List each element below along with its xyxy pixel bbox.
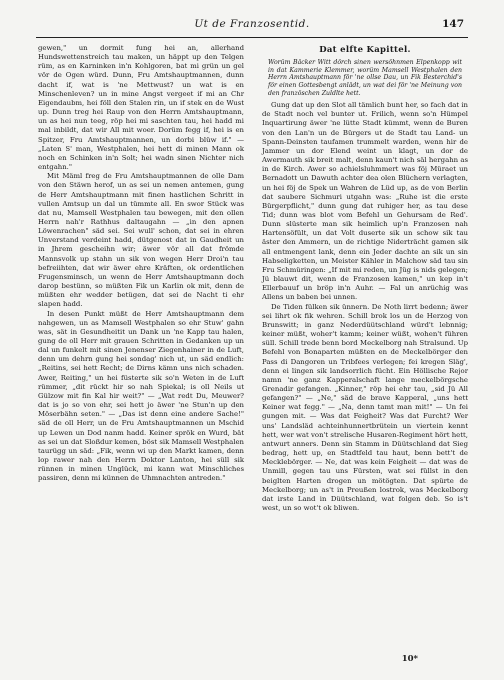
signature-mark: 10* — [401, 654, 418, 664]
running-header — [36, 18, 468, 34]
page-number: 147 — [442, 18, 464, 30]
paragraph: Gung dat up den Slot all tämlich bunt her, so fach dat in de Stadt noch vel bunter ut. Frilich, wenn so'n Hümpel Inquartirung äwer 'ne lütte Stadt kümmt, wenn de Buren von den Lan'n un de Bürgers ut de Stadt tau Land- un Spann-Deinsten taufamen trummelt warden, wenn hir de Jammer un dor Elend weint un klagt, un dor de Awermauth sik breit malt, denn kaun't nich säl hergahn as in de Kirch. Awer so achielsluhmmert was föj Müraet un Bernadott un Dawuth achter dea olen Blüchern verlagten, un hei föj de Spek un Wahren de Lüd up, as de von Berlin dat saubere Sichmuri utgahn was: „Ruhe ist die erste Bürgerpflicht," dunn gung dat ruhiger her, as tau dese Tid; dunn was blot vom Befehl un Gehursam de Red'. Dunn slüsterte man sik heimlich up'n Franzosen nah Hartensöfült, un dat Volt duserte sik un schow sik tau äster den Ammern, un de richtige Niderträcht gamen sik all entmengent lank, denn ein Jeder dachte an sik un sin Habseligketten, un Meister Kähler in Malchow säd tau sin Fru Schmüringen: „If mit mi reden, un Jüg is nids gelegen; Jü blauwt dit, wenn de Franzosen kamen," un kep in't Ellerbauuf un bröp in'n Auhr. — Fal un anrüchig was Allens un baben bei unnen. — [262, 101, 468, 302]
chapter-intro: Worüm Bäcker Witt dörch sinen wersöhnmen Elpenkopp wit in dat Kammerie Klemmer, worüm Mamsell Westphalen den Herrn Amtshauptmann för 'ne ollse Dau, un Fik Besterchid's för einen Gottesbengt anlädt, un wat dei för 'ne Meinung von den französchen Zuldlte hett. — [268, 59, 462, 97]
header-rule — [36, 37, 468, 38]
chapter-title: Dat elfte Kapittel. — [319, 45, 411, 55]
paragraph: Mit Mäml freg de Fru Amtshauptmannen de olle Dam von den Stäwn herof, un as sei un nemen antemen, gung de Herr Amtshauptmann mit finen hastlichen Schritt in vullen Amtsup un dal un tümmte all. En swor Stück was dat nu, Mamsell Westphalen tau bewegen, mit den ollen Herrn nah'r Rathhus daltaugahn — „in den apnen Löwenrachen" säd sei. Sei wull' schon, dat sei in ehren Unverstand verdeint hadd, dütgenost dat in Gaudheit un in Jhrem gescheihn wir; äwer vör all dat frömde Mannsvolk up stahn un sik von wegen Herr Droi'n tau befreiihten, dat wir äwer ehre Kräften, ok ordentlichen Frugensminsch, un wenn de Herr Amtshauptmann doch darop bestünn, so müßten Fik un Karlin ok mit, denn de müßten ehr wedder betügen, dat sei de Nacht ti ehr slapen hadd. — [38, 172, 244, 309]
paragraph: De Tiden fülken sik ünnern. De Noth lirrt bedenn; äwer sei lihrt ok fik wehren. Schill brok los un de Herzog von Brunswitt; in ganz Nederdüütschland würd't lebnnig; keiner müßt, woher't kamm; keiner wüßt, wohen't führen süll. Schill trede benn bord Meckelborg nah Stralsund. Up Befehl von Bonaparten müßten en de Meckelbörger den Pass di Dangoren un Tribfees verlegen; fei kregen Släg', denn ei lingen sik landsorrlich fücht. Ein Höllische Rejor namn 'ne ganz Kapperalschaft lange meckelbörgsche Grenadir gefangen. „Kinner," röp hei ehr tau, „sid Jü All gefangen?" — „Ne," säd de brave Kapperal, „uns hett Keiner wat fegg." — „Na, denn tamt man mit!" — Un fei gungen mit. — Was dat Feigheit? Was dat Furcht? Wer uns' Landsläd achteinhunnertbrütein un viertein kennt hett, wer wat von't strelische Husaren-Regiment hört hett, antwurt anners. Denn sin Stamm in Düütschland dat Sieg bedrag, hett up, en Stadtfeld tau haut, benn bett't de Mecklebörger. — Ne, dat was kein Feigheit — dat was de Unmill, gegen tau uns Fürsten, wat sei füllst in den beiglten Harten drogen un mötögten. Dat spürte de Meckelborg; un as't in Preußen lostrok, was Meckelborg dat irste Land in Düütschland, wat folgen deb. So is't west, un so wot't ok bliwen. — [262, 302, 468, 512]
running-title: Ut de Franzosentid. — [194, 18, 310, 30]
paragraph: gewen," un dormit fung hei an, allerhand Hundswettenstreich tau maken, un häppt up den Telgen rüm, as en Karninken in'n Kohlgoren, bat mi grün un gel vör de Ogen würd. Dunn, Fru Amtshauptmannen, dunn dacht if, wat is 'ne Mettwust? un wat is en Minschenleven? un in mine Angst vergeet if mi an Chr Eigendaubm, hei föll den Stalen rin, un if stek en de Wust up. Dunn treg hei Raup von den Herrn Amtshauptmann, un as hei nun teeg, röp hei mi saschten tau, hei hadd mi mal inbildt, dat wir All mit woer. Dorüm fegg if, hei is en Spitzer, Fru Amtshauptmannen, un dorbi blüw if." — „Laten S' man, Westphalen, hei hett di minen Mann ok noch en Schinken in'n Solt; hei wadn sinen Nichter nich entgahn." — [38, 44, 244, 172]
right-column — [262, 44, 468, 513]
left-column — [38, 44, 244, 484]
paragraph: In desen Punkt müßt de Herr Amtshauptmann dem nahgewen, un as Mamsell Westphalen so ehr Stuw' gahn was, sät in Gesundheitit un Dank un 'ne Kapp tau halen, gung de oll Herr mit grauen Schritten in Gedanken up un dal un funkelt mit sinen Jenenser Ziegenhainer in de Luft, denn um dehrn gung hei sondag' nich ut, un säd endlich: „Reitins, sei hett Recht; de Dirns kämn uns nich schaden. Awer, Reiting," un hei füsterte sik so'n Weten in de Luft rümmer, „dit rückt hir so nah Spiekal; is oll Neils ut Gülzow mit fin Kal hir weit?" — „Wat redt Du, Meuwer? dat is jo so von ehr, sei hett jo äwer 'ne Stun'n up den Möserbähn seten." — „Das ist denn eine andere Sache!" säd de oll Herr, un de Fru Amtshauptmannen un Mschid up Lewen un Dod nanm hadd. Keiner sprök en Wurd, bät as sei un dat Sloßdur kemen, böst sik Mamsell Westphalen taurügg un säd: „Fik, wenn wi up den Markt kamen, denn lop rawer nah den Herrn Doktor Lanton, hei süll sik rünnen in minen Unglück, mi kann wat Minschliches passiren, denn mi künnen de Uhmnachten antreden." — [38, 309, 244, 483]
